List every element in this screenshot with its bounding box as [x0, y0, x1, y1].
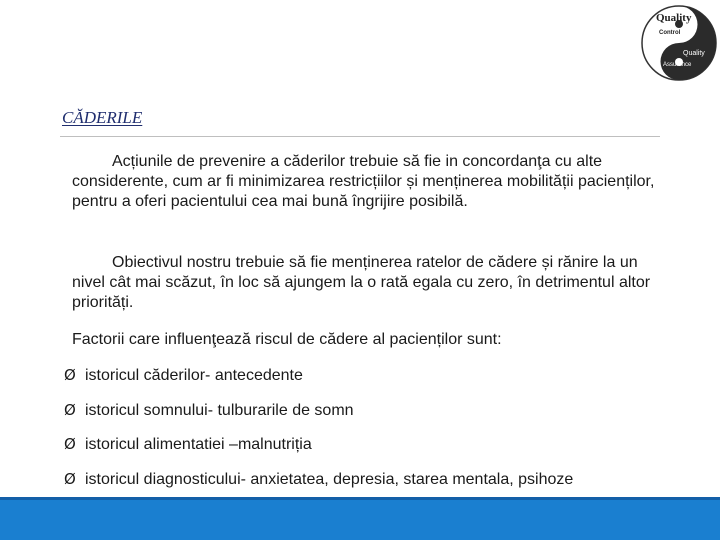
- page-title: CĂDERILE: [62, 108, 143, 127]
- paragraph-prevention-text: Acțiunile de prevenire a căderilor trebuie să fie in concordanţa cu alte considerente, cum ar fi minimizarea restricțiilor și menținerea mobilității pacienților, pentru a oferi pacientului cea mai bună îngrijire posibilă.: [72, 153, 655, 210]
- logo-text-assurance: Assurance: [663, 62, 692, 68]
- list-item-text: istoricul alimentatiei –malnutriția: [85, 436, 312, 453]
- list-item: [64, 467, 573, 502]
- footer-bar: [0, 497, 720, 540]
- paragraph-objective: [72, 253, 668, 313]
- paragraph-risk-factors: Factorii care influenţează riscul de cădere al pacienților sunt:: [72, 331, 502, 348]
- logo-text-quality-bottom: Quality: [683, 50, 705, 57]
- arrow-bullet-icon: Ø: [64, 366, 76, 384]
- list-item-text: istoricul diagnosticului- anxietatea, depresia, starea mentala, psihoze: [85, 470, 574, 488]
- footer-accent-line: [0, 497, 720, 500]
- paragraph-prevention: [72, 152, 668, 212]
- arrow-bullet-icon: Ø: [64, 400, 76, 419]
- list-item-text: istoricul căderilor- antecedente: [85, 367, 303, 384]
- list-item-text: istoricul somnului- tulburarile de somn: [85, 401, 354, 419]
- arrow-bullet-icon: Ø: [64, 469, 76, 488]
- list-item: [64, 432, 573, 467]
- arrow-bullet-icon: Ø: [64, 435, 76, 453]
- paragraph-objective-text: Obiectivul nostru trebuie să fie menținerea ratelor de cădere și rănire la un nivel cât mai scăzut, în loc să ajungem la o rată egala cu zero, în detrimentul altor priorități.: [72, 254, 651, 311]
- logo-text-quality-top: Quality: [656, 12, 692, 24]
- list-item: [64, 363, 573, 398]
- list-item: [64, 398, 573, 433]
- quality-logo: [641, 3, 719, 85]
- title-divider: [60, 136, 660, 137]
- logo-text-control: Control: [659, 30, 681, 36]
- risk-factor-list: [64, 363, 573, 501]
